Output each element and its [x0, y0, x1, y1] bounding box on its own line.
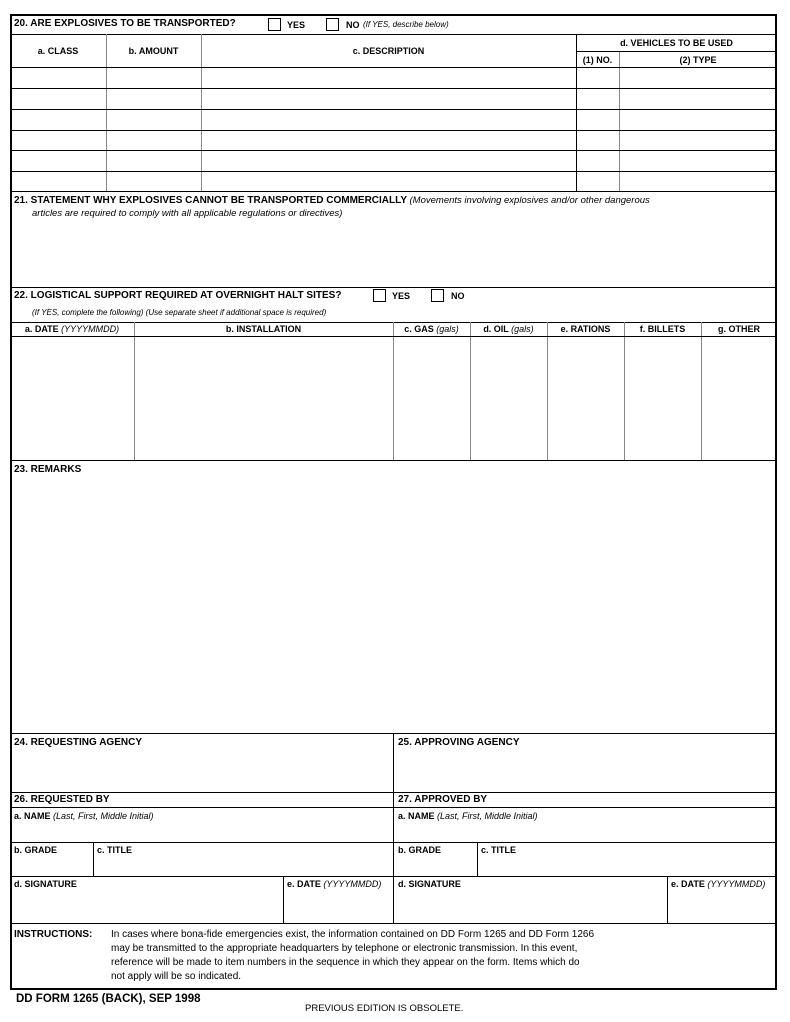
- s20-col-class: a. CLASS: [37, 46, 79, 56]
- s22-col-oil: d. OIL (gals): [483, 324, 534, 334]
- s25-title: 25. APPROVING AGENCY: [398, 737, 520, 748]
- instructions-label: INSTRUCTIONS:: [14, 929, 93, 940]
- s27-signature-label: d. SIGNATURE: [398, 879, 461, 889]
- s22-yes-label: YES: [392, 291, 411, 301]
- s27-title-field[interactable]: [479, 856, 775, 874]
- s22-no-checkbox[interactable]: [431, 289, 444, 302]
- s25-approving-agency-field[interactable]: [396, 750, 775, 790]
- s27-title-label: c. TITLE: [481, 845, 517, 855]
- s26-date-field[interactable]: [285, 890, 390, 921]
- s26-grade-field[interactable]: [12, 856, 91, 874]
- s20-col-vehicles: d. VEHICLES TO BE USED: [620, 38, 733, 48]
- s22-note: (If YES, complete the following) (Use separate sheet if additional space is required): [32, 308, 327, 317]
- s24-requesting-agency-field[interactable]: [12, 750, 390, 790]
- table-row[interactable]: [10, 171, 777, 172]
- s20-col-description: c. DESCRIPTION: [352, 46, 425, 56]
- table-row[interactable]: [10, 88, 777, 89]
- s27-name-field[interactable]: [396, 822, 775, 840]
- s26-signature-field[interactable]: [12, 890, 281, 921]
- s22-yes-checkbox[interactable]: [373, 289, 386, 302]
- s27-signature-field[interactable]: [396, 890, 665, 921]
- s20-title: 20. ARE EXPLOSIVES TO BE TRANSPORTED?: [14, 18, 236, 29]
- s22-col-date: a. DATE (YYYYMMDD): [24, 324, 120, 334]
- s24-title: 24. REQUESTING AGENCY: [14, 737, 142, 748]
- s26-date-label: e. DATE (YYYYMMDD): [287, 879, 382, 889]
- s21-note1: (Movements involving explosives and/or other dangerous: [409, 195, 650, 206]
- s22-no-label: NO: [451, 291, 465, 301]
- s26-title-label: c. TITLE: [97, 845, 133, 855]
- s21-note2: articles are required to comply with all applicable regulations or directives): [32, 208, 343, 219]
- s22-col-other: g. OTHER: [718, 324, 760, 334]
- s23-remarks-field[interactable]: [12, 478, 775, 730]
- s21-title: 21. STATEMENT WHY EXPLOSIVES CANNOT BE TRANSPORTED COMMERCIALLY: [14, 195, 407, 206]
- s22-col-gas: c. GAS (gals): [404, 324, 459, 334]
- form-id: DD FORM 1265 (BACK), SEP 1998: [16, 993, 201, 1005]
- s22-col-billets: f. BILLETS: [639, 324, 686, 334]
- s20-yes-checkbox[interactable]: [268, 18, 281, 31]
- s27-title: 27. APPROVED BY: [398, 794, 488, 805]
- s26-name-label: a. NAME (Last, First, Middle Initial): [14, 811, 154, 821]
- s26-title-field[interactable]: [95, 856, 390, 874]
- table-row[interactable]: [10, 150, 777, 151]
- s20-no-note: (If YES, describe below): [363, 20, 449, 29]
- s21-statement-field[interactable]: [12, 222, 775, 286]
- s26-grade-label: b. GRADE: [14, 845, 58, 855]
- s26-title: 26. REQUESTED BY: [14, 794, 110, 805]
- s26-name-field[interactable]: [12, 822, 390, 840]
- s27-grade-label: b. GRADE: [398, 845, 442, 855]
- table-row[interactable]: [10, 130, 777, 131]
- s20-no-label: NO: [346, 20, 360, 30]
- s20-col-amount: b. AMOUNT: [128, 46, 179, 56]
- s27-date-field[interactable]: [669, 890, 775, 921]
- instructions-text: In cases where bona-fide emergencies exist, the information contained on DD Form 1265 and DD Form 1266 may be transmitted to the appropriate headquarters by telephone or electronic transmission. In this event, reference will be made to item numbers in the sequence in which they appear on the form. Items which do not apply will be so indicated.: [111, 929, 595, 982]
- s27-grade-field[interactable]: [396, 856, 475, 874]
- s22-col-rations: e. RATIONS: [560, 324, 611, 334]
- s20-no-checkbox[interactable]: [326, 18, 339, 31]
- s22-title: 22. LOGISTICAL SUPPORT REQUIRED AT OVERNIGHT HALT SITES?: [14, 290, 342, 301]
- table-row[interactable]: [10, 109, 777, 110]
- s27-date-label: e. DATE (YYYYMMDD): [671, 879, 766, 889]
- s27-name-label: a. NAME (Last, First, Middle Initial): [398, 811, 538, 821]
- s22-col-installation: b. INSTALLATION: [225, 324, 302, 334]
- s26-signature-label: d. SIGNATURE: [14, 879, 77, 889]
- s20-yes-label: YES: [287, 20, 306, 30]
- s23-title: 23. REMARKS: [14, 464, 82, 475]
- s22-table-body[interactable]: [12, 338, 775, 458]
- obsolete-notice: PREVIOUS EDITION IS OBSOLETE.: [305, 1003, 464, 1014]
- s20-col-type: (2) TYPE: [679, 55, 717, 65]
- s20-col-no: (1) NO.: [582, 55, 613, 65]
